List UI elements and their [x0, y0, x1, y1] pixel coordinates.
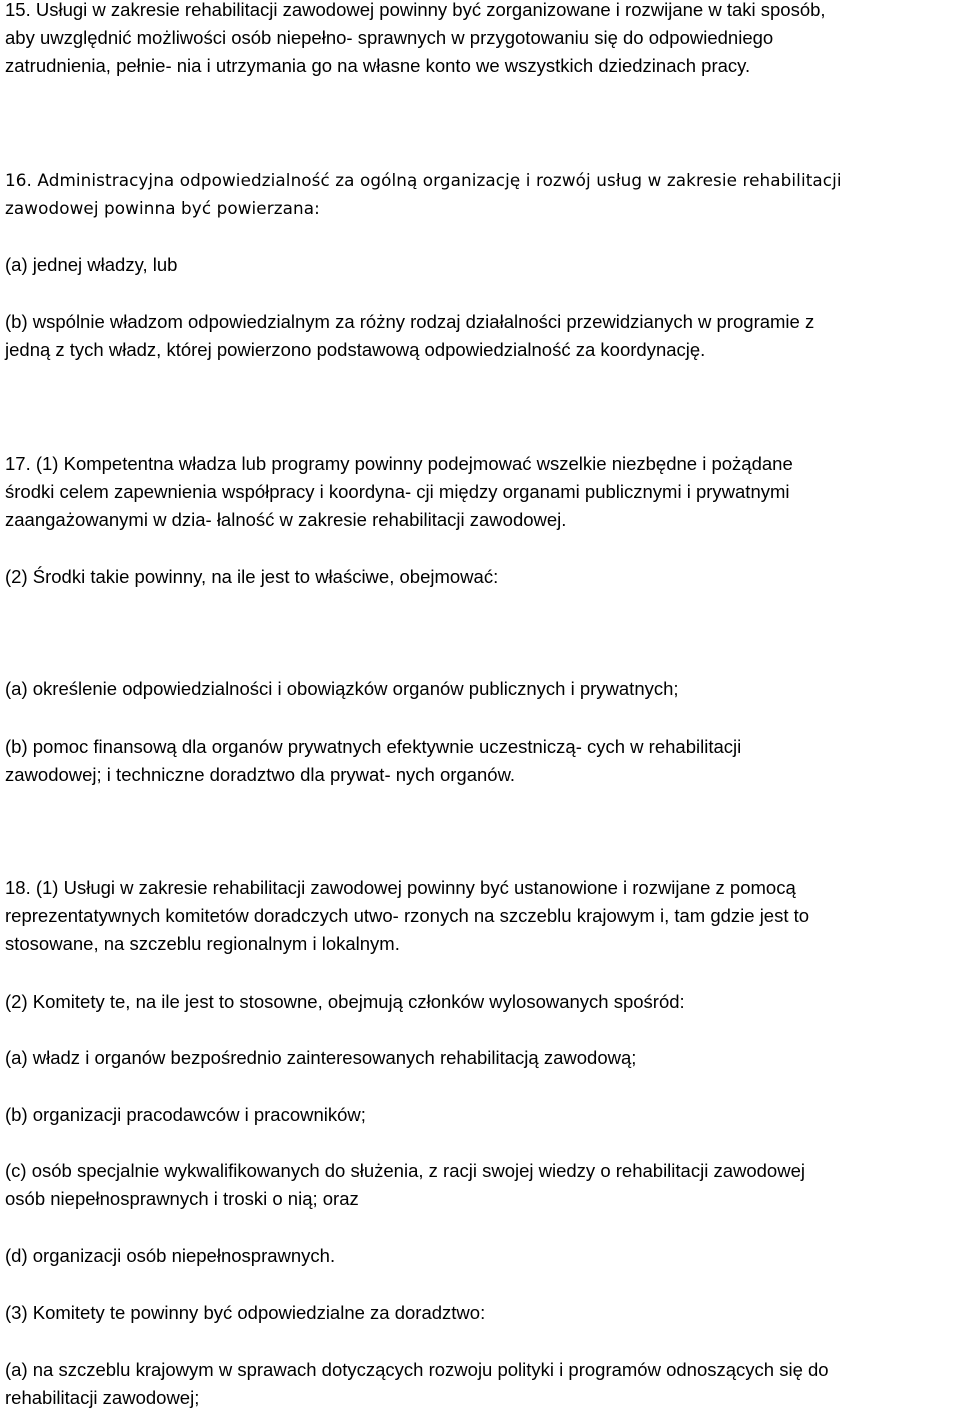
paragraph-16-b: (b) wspólnie władzom odpowiedzialnym za różny rodzaj działalności przewidzianych w programie z jedną z tych władz, której powierzono podstawową odpowiedzialność za koordynację.	[5, 311, 815, 360]
paragraph-16-a: (a) jednej władzy, lub	[5, 254, 178, 275]
paragraph-18-2-d: (d) organizacji osób niepełnosprawnych.	[5, 1245, 336, 1266]
paragraph-15: 15. Usługi w zakresie rehabilitacji zawodowej powinny być zorganizowane i rozwijane w taki sposób, aby uwzględnić możliwości osób niepełno- sprawnych w przygotowaniu się do odpowiedniego zatrudnienia, pełnie- nia i utrzymania go na własne konto we wszystkich dziedzinach pracy.	[5, 0, 826, 76]
paragraph-16: 16. Administracyjna odpowiedzialność za ogólną organizację i rozwój usług w zakresie rehabilitacji zawodowej powinna być powierzana:	[5, 170, 842, 218]
paragraph-17-2: (2) Środki takie powinny, na ile jest to właściwe, obejmować:	[5, 566, 499, 587]
paragraph-18-2-a: (a) władz i organów bezpośrednio zainteresowanych rehabilitacją zawodową;	[5, 1047, 637, 1068]
paragraph-18-2: (2) Komitety te, na ile jest to stosowne, obejmują członków wylosowanych spośród:	[5, 991, 685, 1012]
paragraph-18-3: (3) Komitety te powinny być odpowiedzialne za doradztwo:	[5, 1302, 486, 1323]
paragraph-18-2-c: (c) osób specjalnie wykwalifikowanych do służenia, z racji swojej wiedzy o rehabilitacji zawodowej osób niepełnosprawnych i troski o nią; oraz	[5, 1160, 805, 1209]
paragraph-18-1: 18. (1) Usługi w zakresie rehabilitacji zawodowej powinny być ustanowione i rozwijane z pomocą reprezentatywnych komitetów doradczych utwo- rzonych na szczeblu krajowym i, tam gdzie jest to stosowane, na szczeblu regionalnym i lokalnym.	[5, 877, 810, 954]
paragraph-17-1: 17. (1) Kompetentna władza lub programy powinny podejmować wszelkie niezbędne i pożądane środki celem zapewnienia współpracy i koordyna- cji między organami publicznymi i prywatnymi zaangażowanymi w dzia- łalność w zakresie rehabilitacji zawodowej.	[5, 453, 793, 530]
paragraph-17-2-a: (a) określenie odpowiedzialności i obowiązków organów publicznych i prywatnych;	[5, 678, 679, 699]
paragraph-18-3-a: (a) na szczeblu krajowym w sprawach dotyczących rozwoju polityki i programów odnoszących się do rehabilitacji zawodowej;	[5, 1359, 829, 1408]
paragraph-18-2-b: (b) organizacji pracodawców i pracowników;	[5, 1104, 366, 1125]
paragraph-17-2-b: (b) pomoc finansową dla organów prywatnych efektywnie uczestniczą- cych w rehabilitacji zawodowej; i techniczne doradztwo dla prywat- nych organów.	[5, 736, 742, 785]
